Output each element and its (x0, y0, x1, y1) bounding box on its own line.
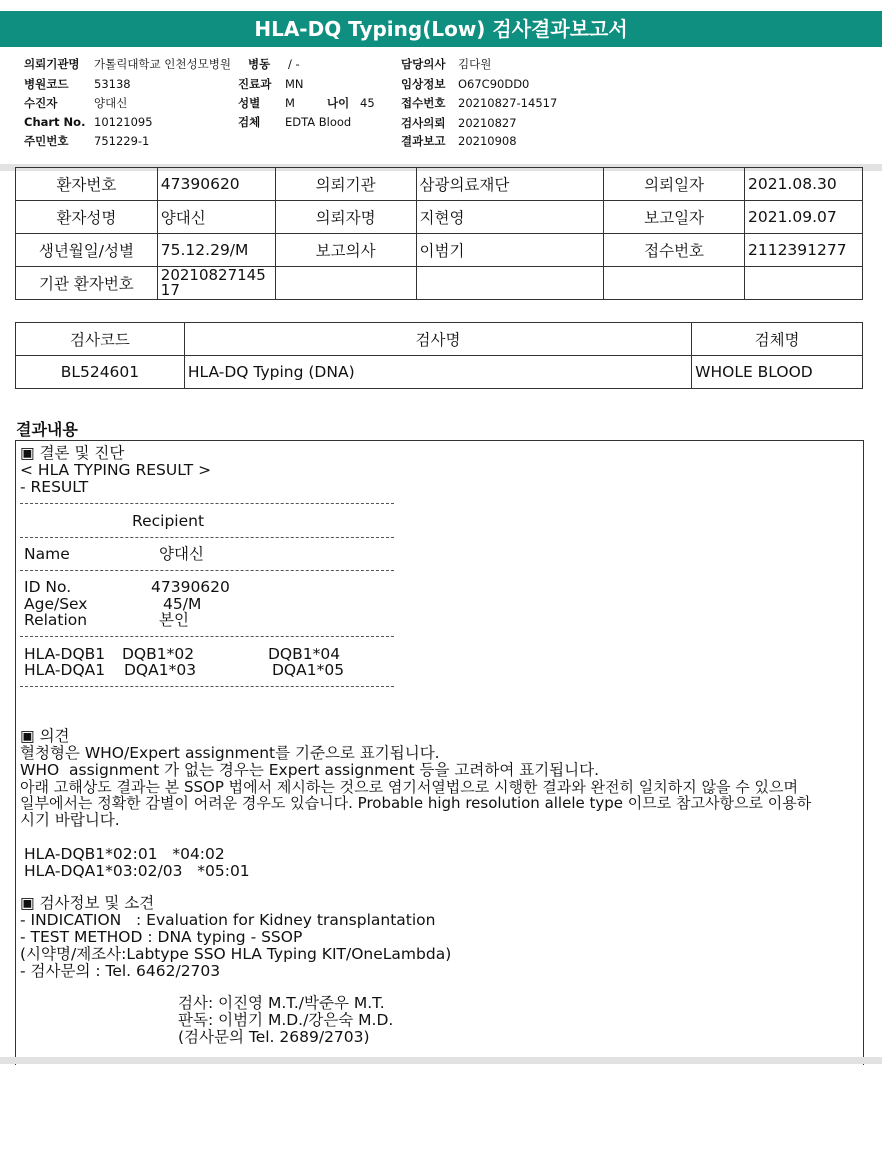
request-date-label: 검사의뢰 (401, 116, 446, 130)
table-cell: 생년월일/성별 (16, 234, 158, 267)
clinical-label: 임상정보 (401, 77, 446, 91)
patient-field (24, 95, 127, 111)
ward-field (248, 56, 300, 72)
dashed-divider (20, 503, 394, 504)
table-cell: 75.12.29/M (157, 234, 275, 267)
dqb1-label: HLA-DQB1 (24, 645, 106, 663)
page-divider (0, 1057, 882, 1064)
opinion-line: 시기 바랍니다. (20, 811, 120, 829)
table-cell: 2112391277 (744, 234, 862, 267)
age-value: 45 (360, 96, 375, 110)
doctor-value: 김다원 (458, 57, 492, 71)
opinion-line: 혈청형은 WHO/Expert assignment를 기준으로 표기됩니다. (20, 744, 440, 762)
specimen-field (238, 114, 351, 130)
table-cell: 이범기 (416, 234, 604, 267)
table-cell: 보고일자 (604, 201, 745, 234)
table-cell: HLA-DQ Typing (DNA) (184, 356, 691, 389)
report-date-field (401, 133, 517, 149)
table-row (16, 168, 863, 201)
table-header-cell: 검사명 (184, 323, 691, 356)
hosp-code-label: 병원코드 (24, 77, 69, 91)
table-cell: BL524601 (16, 356, 185, 389)
table-header-cell: 검체명 (692, 323, 863, 356)
chart-label: Chart No. (24, 115, 86, 129)
dqb1-allele-2: DQB1*04 (268, 645, 341, 663)
clinical-field (401, 76, 529, 92)
table-cell: 보고의사 (275, 234, 416, 267)
section-title: 결과내용 (16, 420, 78, 439)
dashed-divider (20, 686, 394, 687)
table-cell: 2021.08.30 (744, 168, 862, 201)
table-row (16, 234, 863, 267)
test-info-line: - INDICATION : Evaluation for Kidney transplantation (20, 911, 436, 929)
table-row (16, 267, 863, 300)
ward-value: / - (288, 57, 300, 71)
dashed-divider (20, 570, 394, 571)
patient-info-table (15, 167, 863, 300)
table-cell: 환자번호 (16, 168, 158, 201)
dashed-divider (20, 537, 394, 538)
hosp-code-field (24, 76, 131, 92)
reception-field (401, 95, 557, 111)
rrn-label: 주민번호 (24, 134, 69, 148)
rrn-field (24, 133, 149, 149)
table-cell (275, 267, 416, 300)
table-cell: 의뢰자명 (275, 201, 416, 234)
id-label: ID No. (24, 578, 72, 596)
report-date-value: 20210908 (458, 134, 517, 148)
patient-value: 양대신 (94, 96, 128, 110)
table-header-row (16, 323, 863, 356)
specimen-value: EDTA Blood (285, 115, 352, 129)
table-cell: 환자성명 (16, 201, 158, 234)
table-cell: 2021.09.07 (744, 201, 862, 234)
signature-line: (검사문의 Tel. 2689/2703) (178, 1028, 370, 1046)
name-label: Name (24, 545, 70, 563)
request-date-field (401, 115, 517, 131)
agesex-value: 45/M (163, 595, 202, 613)
report-title: HLA-DQ Typing(Low) 검사결과보고서 (0, 11, 882, 47)
sex-value: M (285, 96, 295, 110)
sex-label: 성별 (238, 96, 261, 110)
high-res-line: HLA-DQA1*03:02/03 *05:01 (24, 862, 250, 880)
request-date-value: 20210827 (458, 116, 517, 130)
dept-field (238, 76, 304, 92)
req-org-field (24, 56, 231, 72)
opinion-title: ▣ 의견 (20, 727, 70, 745)
dqa1-allele-1: DQA1*03 (124, 661, 197, 679)
table-cell: 접수번호 (604, 234, 745, 267)
opinion-line: WHO assignment 가 없는 경우는 Expert assignment 등을 고려하여 표기됩니다. (20, 761, 600, 779)
ward-label: 병동 (248, 57, 271, 71)
relation-value: 본인 (159, 611, 189, 629)
table-cell (604, 267, 745, 300)
high-res-line: HLA-DQB1*02:01 *04:02 (24, 845, 225, 863)
doctor-field (401, 56, 491, 72)
doctor-label: 담당의사 (401, 57, 446, 71)
table-cell (744, 267, 862, 300)
signature-line: 판독: 이범기 M.D./강은숙 M.D. (178, 1011, 394, 1029)
result-line: < HLA TYPING RESULT > (20, 461, 212, 479)
dqa1-label: HLA-DQA1 (24, 661, 106, 679)
result-content-box (15, 440, 864, 1065)
agesex-label: Age/Sex (24, 595, 88, 613)
age-label: 나이 (327, 96, 350, 110)
result-line: - RESULT (20, 478, 89, 496)
patient-label: 수진자 (24, 96, 58, 110)
table-cell: 2021082714517 (157, 267, 275, 300)
test-info-line: - TEST METHOD : DNA typing - SSOP (20, 928, 303, 946)
clinical-value: O67C90DD0 (458, 77, 530, 91)
opinion-line: 아래 고해상도 결과는 본 SSOP 법에서 제시하는 것으로 염기서열법으로 시행한 결과와 완전히 일치하지 않을 수 있으며 (20, 778, 798, 796)
table-cell (416, 267, 604, 300)
id-value: 47390620 (151, 578, 230, 596)
chart-value: 10121095 (94, 115, 153, 129)
table-row (16, 201, 863, 234)
result-line: ▣ 결론 및 진단 (20, 444, 125, 462)
recipient-heading: Recipient (132, 512, 205, 530)
table-cell: 의뢰기관 (275, 168, 416, 201)
opinion-line: 일부에서는 정확한 감별이 어려운 경우도 있습니다. Probable high resolution allele type 이므로 참고사항으로 이용하 (20, 794, 812, 812)
dept-value: MN (285, 77, 304, 91)
table-cell: 양대신 (157, 201, 275, 234)
specimen-label: 검체 (238, 115, 261, 129)
test-info-line: (시약명/제조사:Labtype SSO HLA Typing KIT/OneLambda) (20, 945, 452, 963)
name-value: 양대신 (159, 545, 204, 563)
signature-line: 검사: 이진영 M.T./박준우 M.T. (178, 994, 385, 1012)
test-info-title: ▣ 검사정보 및 소견 (20, 894, 155, 912)
table-row (16, 356, 863, 389)
table-cell: 기관 환자번호 (16, 267, 158, 300)
test-info-table (15, 322, 863, 389)
relation-label: Relation (24, 611, 88, 629)
req-org-label: 의뢰기관명 (24, 57, 80, 71)
table-cell: 의뢰일자 (604, 168, 745, 201)
test-info-line: - 검사문의 : Tel. 6462/2703 (20, 962, 221, 980)
dqb1-allele-1: DQB1*02 (122, 645, 195, 663)
report-date-label: 결과보고 (401, 134, 446, 148)
reception-value: 20210827-14517 (458, 96, 558, 110)
rrn-value: 751229-1 (94, 134, 150, 148)
dashed-divider (20, 636, 394, 637)
table-cell: 삼광의료재단 (416, 168, 604, 201)
chart-field (24, 115, 153, 129)
report-header-info (0, 52, 882, 164)
dqa1-allele-2: DQA1*05 (272, 661, 345, 679)
dept-label: 진료과 (238, 77, 272, 91)
sex-field (238, 95, 375, 111)
table-header-cell: 검사코드 (16, 323, 185, 356)
reception-label: 접수번호 (401, 96, 446, 110)
req-org-value: 가톨릭대학교 인천성모병원 (94, 57, 231, 71)
table-cell: WHOLE BLOOD (692, 356, 863, 389)
hosp-code-value: 53138 (94, 77, 131, 91)
table-cell: 47390620 (157, 168, 275, 201)
table-cell: 지현영 (416, 201, 604, 234)
